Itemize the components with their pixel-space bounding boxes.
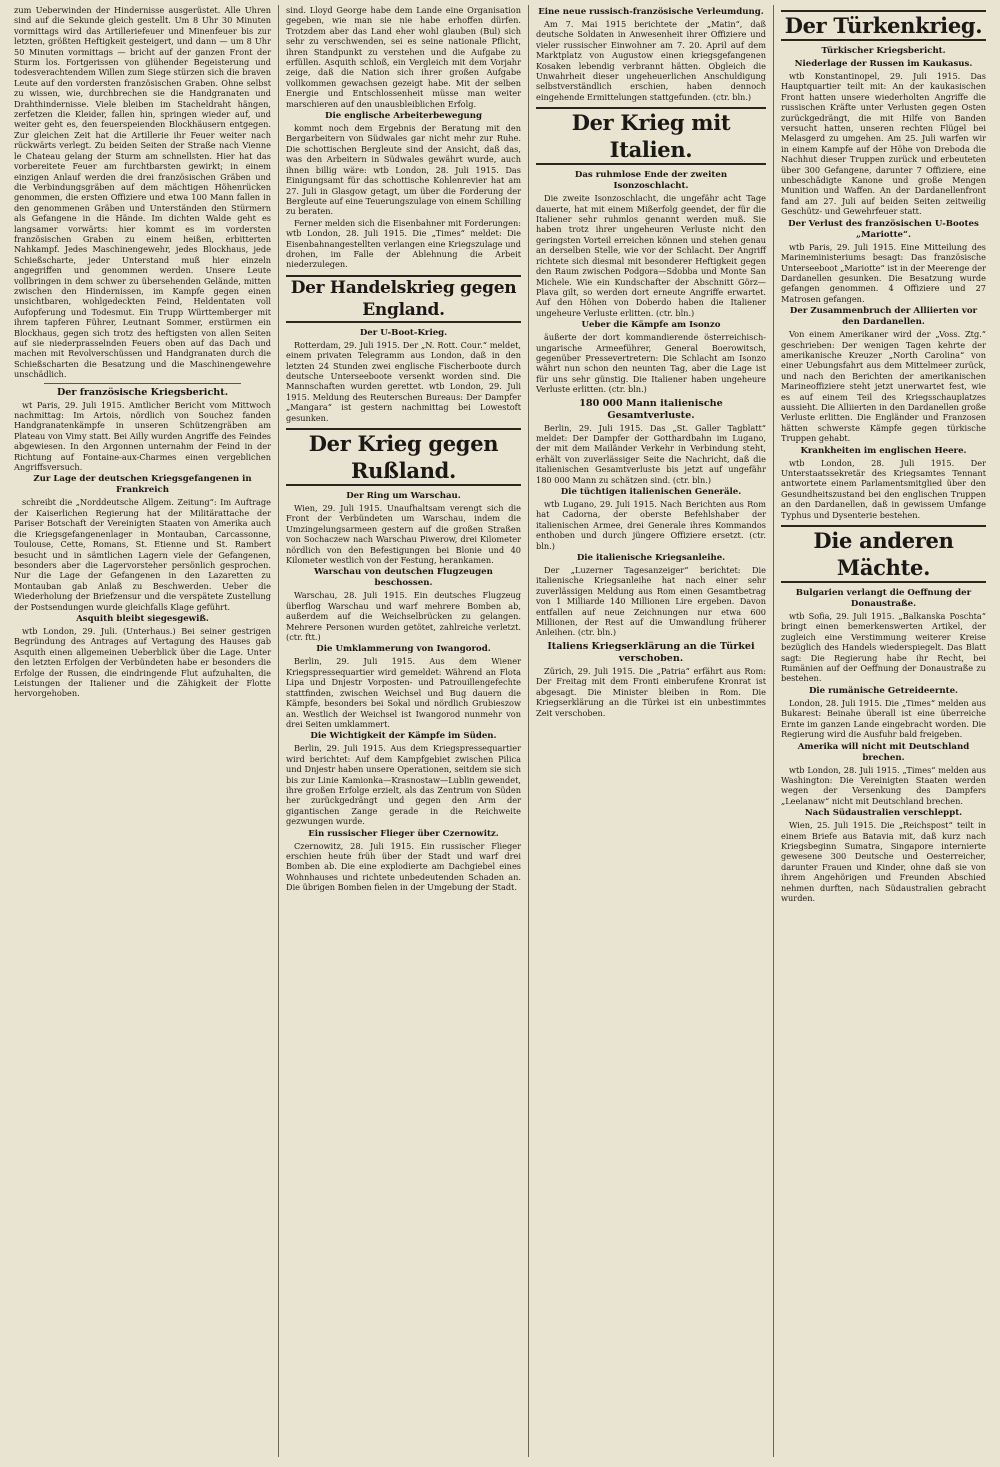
article-railway: Ferner melden sich die Eisenbahner mit Forderungen: wtb London, 28. Juli 1915. Die „Times“ meldet: Die Eisenbahnangestellten verlangen eine Kriegszulage und drohen, im Falle der Ablehnung die Arbeit niederzulegen. [286, 217, 521, 270]
headline-uboat: Der U-Boot-Krieg. [359, 327, 448, 338]
section-banner-russia: Der Krieg gegen Rußland. [286, 428, 521, 486]
article-losses: Berlin, 29. Juli 1915. Das „St. Galler Tagblatt“ meldet: Der Dampfer der Gotthardbahn im Lugano, der mit dem Mailänder Verkehr in Verbindung steht, erhält von zuverlässiger Seite die Nachricht, daß die italienischen Gesamtverluste bis jetzt auf ungefähr 180 000 Mann zu schätzen sind. (ctr. bln.) [536, 422, 766, 485]
article-ivangorod: Berlin, 29. Juli 1915. Aus dem Wiener Kriegspressequartier wird gemeldet: Während an Flota Lipa und Dnjestr Vorposten- und Patrouillengefechte stattfinden, zwischen Weichsel und Bug dauern die Kämpfe, besonders bei Sokal und nördlich Grubieszow an. Westlich der Weichsel ist Iwangorod nunmehr von drei Seiten umklammert. [286, 656, 521, 729]
subheadline-caucasus: Niederlage der Russen im Kaukasus. [794, 59, 973, 69]
headline-usa: Amerika will nicht mit Deutschland brechen. [797, 741, 970, 763]
article-labour: kommt noch dem Ergebnis der Beratung mit den Bergarbeitern von Südwales gar nicht mehr zur Ruhe. Die schottischen Bergleute sind der Ansicht, daß das, was den Arbeitern in Südwales gewährt wurde, auch ihnen billig wäre: wtb London, 28. Juli 1915. Das Einigungsamt für das schottische Kohlenrevier hat am 27. Juli in Glasgow getagt, um über die Forderung der Bergleute auf eine Teuerungszulage von einem Schilling zu beraten. [286, 123, 521, 217]
article-disease: wtb London, 28. Juli 1915. Der Unterstaatssekretär des Kriegsamtes Tennant antwortete einem Parlamentsmitglied über den Gesundheitszustand bei den englischen Truppen an den Dardanellen, daß in gewissem Umfange Typhus und Dysenterie bestehen. [781, 457, 986, 520]
article-slander: Am 7. Mai 1915 berichtete der „Matin“, daß deutsche Soldaten in Anwesenheit ihrer Offiziere und vieler russischer Einwohner am 7. 20. April auf dem Marktplatz von Augustow einen kriegsgefangenen Kosaken lebendig verbrannt hätten. Obgleich die Unwahrheit dieser ungeheuerlichen Anschuldigung selbstverständlich erschien, haben dennoch eingehende Ermittelungen stattgefunden. (ctr. bln.) [536, 19, 766, 102]
column-1 [7, 5, 279, 1457]
headline-romania: Die rumänische Getreideernte. [808, 685, 959, 696]
article-loan: Der „Luzerner Tagesanzeiger“ berichtet: Die italienische Kriegsanleihe hat nach einer sehr zuverlässigen Meldung aus Rom einen Gesamtbetrag von 1 Milliarde 140 Millionen Lire ergeben. Davon entfallen auf neue Zeichnungen nur etwa 600 Millionen, der Rest auf die Umwandlung früherer Anleihen. (ctr. bln.) [536, 565, 766, 638]
article-french-report: wt Paris, 29. Juli 1915. Amtlicher Bericht vom Mittwoch nachmittag: Im Artois, nördlich von Souchez fanden Handgranatenkämpfe in unseren Schützengräben am Plateau von Vimy statt. Bei Ailly wurden Angriffe des Feindes abgewiesen. In den Argonnen unternahm der Feind in der Richtung auf Fontaine-aux-Charmes einen vergeblichen Angriffsversuch. [14, 399, 271, 473]
section-banner-italy: Der Krieg mit Italien. [536, 107, 766, 165]
column-2 [279, 5, 529, 1457]
headline-australia: Nach Südaustralien verschleppt. [804, 808, 963, 819]
headline-disease: Krankheiten im englischen Heere. [800, 445, 967, 456]
headline-ivangorod: Die Umklammerung von Iwangorod. [316, 644, 491, 655]
headline-turkish-report: Türkischer Kriegsbericht. [821, 46, 946, 56]
headline-loan: Die italienische Kriegsanleihe. [576, 553, 726, 564]
headline-turkey-declaration: Italiens Kriegserklärung an die Türkei verschoben. [547, 640, 755, 664]
article-collapse: Von einem Amerikaner wird der „Voss. Ztg.“ geschrieben: Der wenigen Tagen kehrte der amerikanische Kreuzer „North Carolina“ von einer Uebungsfahrt aus dem Mittelmeer zurück, und nach den Berichten der amerikanischen Marineoffiziere steht jetzt unerwartet fest, wie es auf einem Teil des Kriegsschauplatzes aussieht. Die Alliierten in den Dardanellen große Verluste erlitten. Die Engländer und Franzosen hätten schwerste Kämpfe gegen türkische Truppen gehabt. [781, 329, 986, 444]
headline-generals: Die tüchtigen italienischen Generäle. [560, 487, 742, 497]
article-continuation: sind. Lloyd George habe dem Lande eine Organisation gegeben, wie man sie nie habe erhoffen dürfen. Trotzdem aber das Land eher wohl glauben (Bul) sich sehr zu verschwenden, sei es seine nationale Pflicht, ihren Standpunkt zu verstehen und die Aufgabe zu erfüllen. Asquith schloß, ein Vergleich mit dem Vorjahr zeige, daß die Nation sich ihrer großen Aufgabe vollkommen gewachsen gezeigt habe. Mit der selben Energie und Entschlossenheit müsse man weiter marschieren auf den unausbleiblichen Erfolg. [286, 5, 521, 109]
article-south: Berlin, 29. Juli 1915. Aus dem Kriegspressequartier wird berichtet: Auf dem Kampfgebiet zwischen Pilica und Dnjestr haben unsere Operationen, seitdem sie sich bis zur Linie Kamionka—Krasnostaw—Lublin gewendet, ihre großen Erfolge erzielt, als das Zentrum von Süden her zurückgedrängt und gegen den Arm der gigantischen Zange gerade in die Reichweite gezwungen wurde. [286, 743, 521, 827]
article-generals: wtb Lugano, 29. Juli 1915. Nach Berichten aus Rom hat Cadorna, der oberste Befehlshaber der italienischen Armee, drei Generale ihres Kommandos enthoben und durch jüngere Offiziere ersetzt. (ctr. bln.) [536, 499, 766, 551]
section-banner-turkish-war: Der Türkenkrieg. [781, 10, 986, 41]
headline-collapse: Der Zusammenbruch der Alliierten vor den Dardanellen. [789, 306, 978, 328]
divider [44, 383, 241, 384]
article-continuation: zum Ueberwinden der Hindernisse ausgerüstet. Alle Uhren sind auf die Sekunde gleich gestellt. Um 8 Uhr 30 Minuten vormittags wird das Artilleriefeuer und Minenfeuer bis zur letzten, größten Heftigkeit gesteigert, und dann — um 8 Uhr 50 Minuten vormittags — bricht auf der ganzen Front der Sturm los. Fortgerissen von glühender Begeisterung und todesverachtendem Willen zum Siege stürzen sich die braven Leute auf den vordersten französischen Graben. Ohne selbst zu wissen, wie, durchbrechen sie die Handgranaten und Drahthindernisse. Viele bleiben im Stacheldraht hängen, zerfetzen die Kleider, fallen hin, springen wieder auf, und weiter geht es, den feuerspeienden Blockhäusern entgegen. Zur gleichen Zeit hat die Artillerie ihr Feuer weiter nach rückwärts verlegt. Zu beiden Seiten der Straße nach Vienne le Chateau gelang der Sturm am schnellsten. Hier hat das vorbereitete Feuer am furchtbarsten gewirkt; in einem einzigen Anlauf werden die drei französischen Gräben und die Verbindungsgräben auf dem mächtigen Höhenrücken genommen, die ersten Offiziere und etwa 100 Mann fallen in den genommenen Gräben und Unterständen den Stürmern als Gefangene in die Hände. Im dichten Walde geht es langsamer vorwärts: hier kommt es im vordersten französischen Graben zu einem heißen, erbitterten Nahkampf. Jedes Maschinengewehr, jedes Blockhaus, jede Schießscharte, jeder Unterstand muß hier einzeln angegriffen und genommen werden. Unsere Leute vollbringen in dem schwer zu übersehenden Gelände, mitten zwischen den Hindernissen, im Kampfe gegen einen unsichtbaren, wohlgedeckten Feind, Heldentaten voll Aufopferung und Todesmut. Ein Trupp Württemberger mit ihrem tapferen Führer, Leutnant Sommer, erstürmen ein Blockhaus, gegen sich trotz des heftigsten von allen Seiten auf sie niederprasselnden Feuers oben auf das Dach und machen mit Revolverschüssen und Handgranaten durch die Schießscharten die Besatzung und die Maschinengewehre unschädlich. [14, 5, 271, 380]
article-prisoners: schreibt die „Norddeutsche Allgem. Zeitung“: Im Auftrage der Kaiserlichen Regierung hat der Militärattache der Pariser Botschaft der Vereinigten Staaten von Amerika auch die Kriegsgefangenenlager in Montauban, Carcassonne, Toulouse, Cette, Romans, St. Etienne und St. Rambert besucht und in sämtlichen Lagern viele der Gefangenen, besonders aber die Lagervorsteher persönlich gesprochen. Nur die Lage der Gefangenen in den Lazaretten zu Montauban gab Anlaß zu Beschwerden. Ueber die Wiederholung der Briefzensur und die verspätete Zustellung der Postsendungen wurde gleichfalls Klage geführt. [14, 497, 271, 612]
article-mariotte: wtb Paris, 29. Juli 1915. Eine Mitteilung des Marineministeriums besagt: Das französische Unterseeboot „Mariotte“ ist in der Meerenge der Dardanellen gesunken. Die Besatzung wurde gefangen genommen. 4 Offiziere und 27 Matrosen gefangen. [781, 241, 986, 304]
headline-losses: 180 000 Mann italienische Gesamtverluste. [579, 397, 723, 421]
article-warsaw: Wien, 29. Juli 1915. Unaufhaltsam verengt sich die Front der Verbündeten um Warschau, indem die Umzingelungsarmeen gestern auf die großen Straßen von Sochaczew nach Warschau Piwerow, drei Kilometer nördlich von den Befestigungen bei Blonie und 40 Kilometer westlich von der Festung, herankamen. [286, 503, 521, 566]
article-isonzo: Die zweite Isonzoschlacht, die ungefähr acht Tage dauerte, hat mit einem Mißerfolg geendet, der für die Italiener sehr ruhmlos genannt werden muß. Sie haben trotz ihrer ungeheuren Verluste nicht den geringsten Vorteil erreichen können und stehen genau an derselben Stelle, wie vor der Schlacht. Der Angriff richtete sich diesmal mit besonderer Heftigkeit gegen den Raum zwischen Podgora—Sdobba und Monte San Michele. Wie ein Kundschafter der Abschnitt Görz—Plava gilt, so werden dort erneute Angriffe erwartet. Auf den Höhen von Doberdo haben die Italiener ungeheure Verluste erlitten. (ctr. bln.) [536, 193, 766, 318]
headline-pilot: Ein russischer Flieger über Czernowitz. [308, 828, 499, 839]
headline-asquith: Asquith bleibt siegesgewiß. [76, 613, 209, 624]
headline-slander: Eine neue russisch-französische Verleumdung. [538, 7, 764, 17]
article-turkey-declaration: Zürich, 29. Juli 1915. Die „Patria“ erfährt aus Rom: Der Freitag mit dem Fronti einberufene Kronrat ist abgesagt. Die Minister bleiben in Rom. Die Kriegserklärung an die Türkei ist ein unbestimmtes Zeit verschoben. [536, 665, 766, 718]
article-australia: Wien, 25. Juli 1915. Die „Reichspost“ teilt in einem Briefe aus Batavia mit, daß kurz nach Kriegsbeginn Sumatra, Singapore internierte gewesene 300 Deutsche und Oesterreicher, darunter Frauen und Kinder, ohne daß sie von ihrem Angehörigen und Freunden Abschied nehmen durften, nach Südaustralien gebracht wurden. [781, 820, 986, 903]
article-usa: wtb London, 28. Juli 1915. „Times“ melden aus Washington: Die Vereinigten Staaten werden wegen der Versenkung des Dampfers „Leelanaw“ nicht mit Deutschland brechen. [781, 764, 986, 806]
article-uboat: Rotterdam, 29. Juli 1915. Der „N. Rott. Cour.“ meldet, einem privaten Telegramm aus London, daß in den letzten 24 Stunden zwei englische Fischerboote durch deutsche Unterseeboote versenkt worden sind. Die Mannschaften wurden gerettet. wtb London, 29. Juli 1915. Meldung des Reuterschen Bureaus: Der Dampfer „Mangara“ ist gestern nachmittag bei Lowestoft gesunken. [286, 339, 521, 423]
article-romania: London, 28. Juli 1915. Die „Times“ melden aus Bukarest: Beinahe überall ist eine überreiche Ernte im ganzen Lande eingebracht worden. Die Regierung wird die Ausfuhr bald freigeben. [781, 697, 986, 740]
section-banner-trade-war: Der Handelskrieg gegen England. [286, 275, 521, 323]
headline-isonzo-fights: Ueber die Kämpfe am Isonzo [581, 320, 721, 331]
headline-prisoners: Zur Lage der deutschen Kriegsgefangenen in Frankreich [33, 474, 252, 496]
headline-warsaw: Der Ring um Warschau. [346, 491, 461, 501]
section-banner-other-powers: Die anderen Mächte. [781, 525, 986, 583]
headline-planes: Warschau von deutschen Flugzeugen beschossen. [314, 567, 493, 589]
article-turkish-report: wtb Konstantinopel, 29. Juli 1915. Das Hauptquartier teilt mit: An der kaukasischen Front hatten unsere wiederholten Angriffe die russischen Kräfte unter Verlusten gegen Osten zurückgedrängt, die mit Hilfe von Banden versucht hatten, unseren rechten Flügel bei Melasgerd zu umgehen. Am 25. Juli warfen wir in einem Kampfe auf der Höhe von Dreboda die Nachhut dieser Truppen zurück und erbeuteten über 300 Gefangene, darunter 7 Offiziere, eine unbeschädigte Kanone und große Mengen Munition und Waffen. An der Dardanellenfront fand am 27. Juli auf beiden Seiten zeitweilig Geschütz- und Gewehrfeuer statt. [781, 71, 986, 217]
article-pilot: Czernowitz, 28. Juli 1915. Ein russischer Flieger erschien heute früh über der Stadt und warf drei Bomben ab. Die eine explodierte am Dachgiebel eines Wohnhauses und richtete unbedeutenden Schaden an. Die übrigen Bomben fielen in der Umgebung der Stadt. [286, 840, 521, 893]
headline-bulgaria: Bulgarien verlangt die Oeffnung der Donaustraße. [795, 588, 972, 610]
headline-french-report: Der französische Kriegsbericht. [56, 386, 229, 398]
article-asquith: wtb London, 29. Juli. (Unterhaus.) Bei seiner gestrigen Begründung des Antrages auf Vertagung des Hauses gab Asquith einen allgemeinen Ueberblick über die Lage. Unter den letzten Erfolgen der Verbündeten habe er besonders die Erfolge der Russen, die eindringende Flut aufzuhalten, die Leistungen der Italiener und die Zähigkeit der Flotte hervorgehoben. [14, 625, 271, 699]
headline-south: Die Wichtigkeit der Kämpfe im Süden. [310, 731, 497, 742]
article-bulgaria: wtb Sofia, 29. Juli 1915. „Balkanska Poschta“ bringt einen bemerkenswerten Artikel, der zugleich eine Verstimmung weiterer Kreise bezüglich des Handels wiederspiegelt. Das Blatt sagt: Die Regierung habe ihr Recht, bei Rumänien auf der Oeffnung der Donaustraße zu bestehen. [781, 611, 986, 684]
article-planes: Warschau, 28. Juli 1915. Ein deutsches Flugzeug überflog Warschau und warf mehrere Bomben ab, außerdem auf die Weichselbrücken zu gelangen. Mehrere Personen wurden getötet, zahlreiche verletzt. (ctr. ftt.) [286, 590, 521, 643]
headline-mariotte: Der Verlust des französischen U-Bootes „Mariotte“. [788, 218, 979, 240]
newspaper-page [7, 5, 993, 1457]
article-isonzo-fights: äußerte der dort kommandierende österreichisch-ungarische Armeeführer, General Boerowitsch, gegenüber Pressevertretern: Die Schlacht am Isonzo währt nun schon den neunten Tag, aber die Lage ist für uns sehr günstig. Die Italiener haben ungeheure Verluste erlitten. (ctr. bln.) [536, 332, 766, 395]
column-4 [774, 5, 993, 1457]
headline-labour: Die englische Arbeiterbewegung [325, 111, 482, 122]
headline-isonzo: Das ruhmlose Ende der zweiten Isonzoschlacht. [574, 170, 728, 192]
column-3 [529, 5, 774, 1457]
